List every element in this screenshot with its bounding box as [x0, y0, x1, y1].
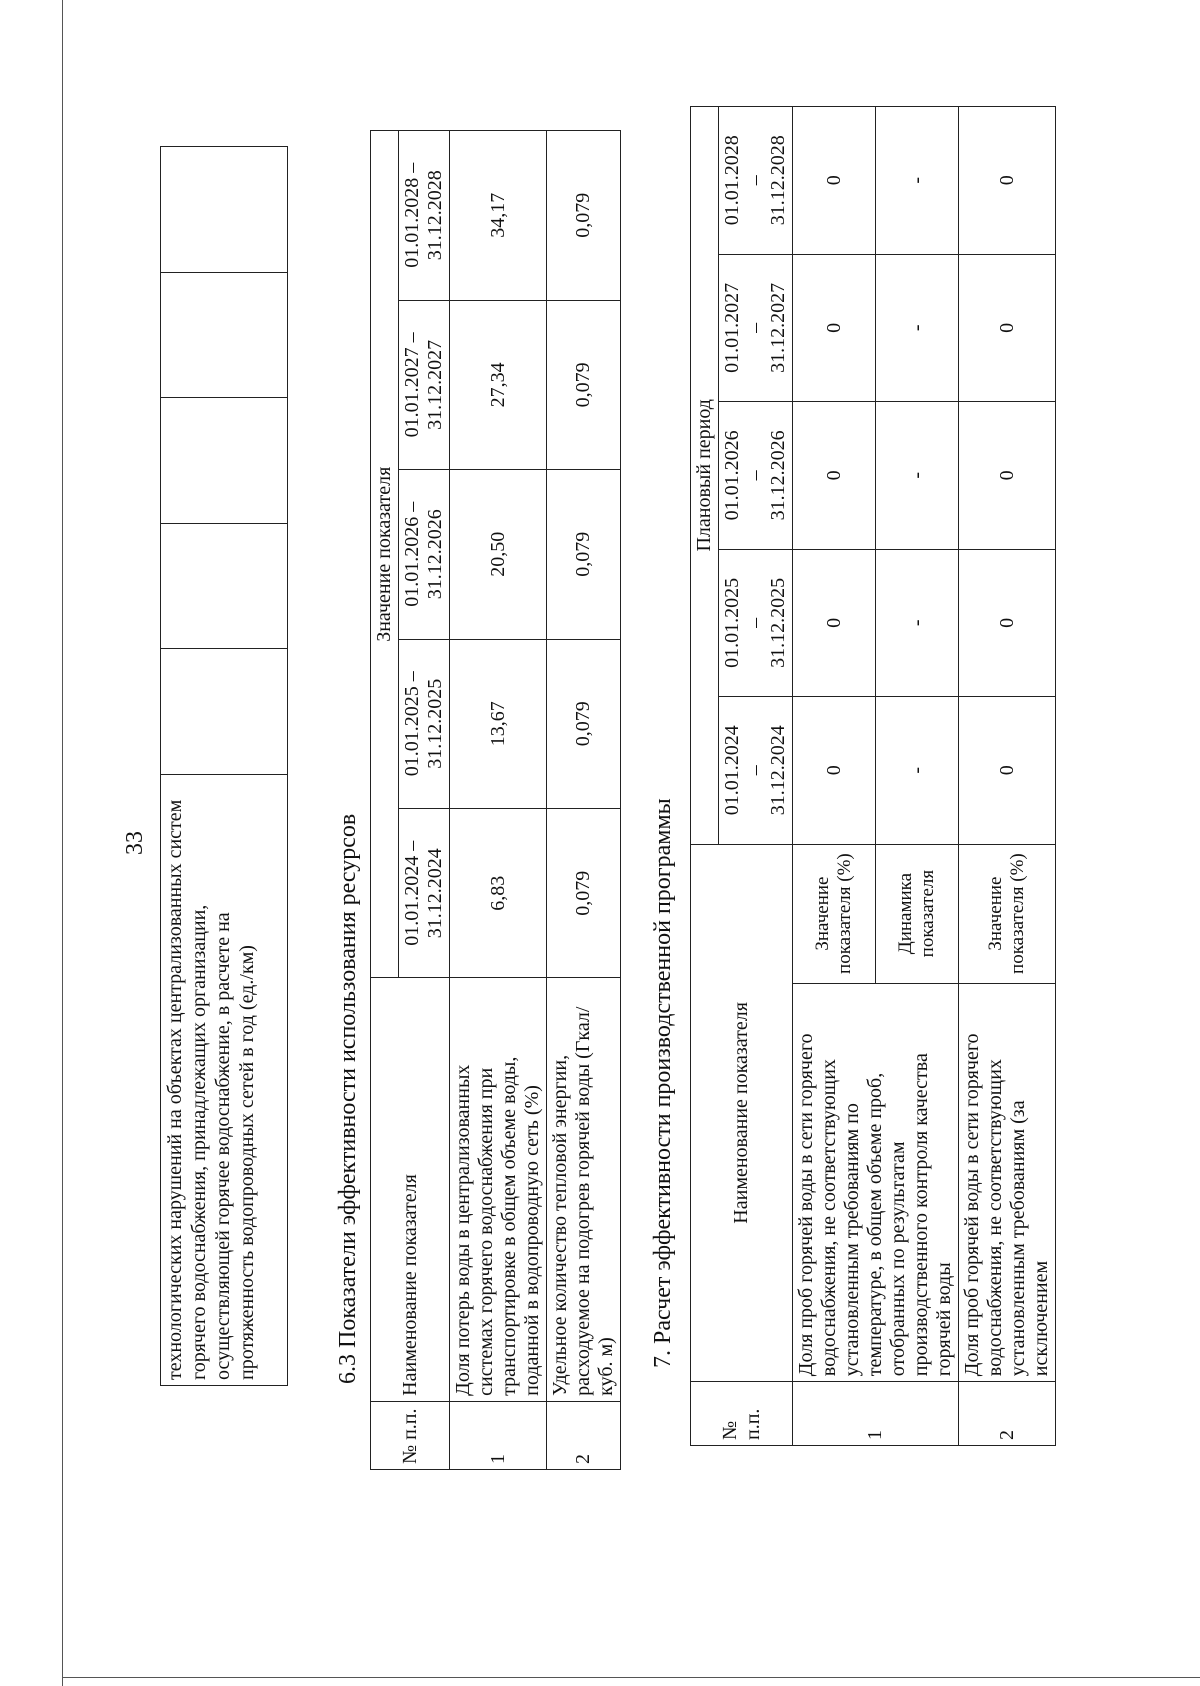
- sub-row-label: Значение показателя (%): [959, 844, 1056, 983]
- indicator-name: Доля проб горячей воды в сети горячего водоснабжения, не соответствующих установленным требованиям по температуре, в общем объеме проб, отобранных по результатам производственного контроля качества горячей воды: [793, 983, 959, 1382]
- indicator-value: -: [876, 107, 959, 255]
- carryover-value-cell: [161, 649, 288, 775]
- table-row: [450, 131, 547, 1470]
- table-header-row: [371, 131, 399, 1470]
- column-header-name: Наименование показателя: [691, 844, 793, 1382]
- column-group-header: Значение показателя: [371, 131, 399, 979]
- table-header-row: [691, 107, 719, 1446]
- column-header-number: № п.п.: [371, 1401, 450, 1469]
- period-header: 01.01.2027 – 31.12.2027: [399, 300, 450, 469]
- indicator-name: Удельное количество тепловой энергии, расходуемое на подогрев горячей воды (Гкал/куб. м): [547, 978, 621, 1401]
- indicator-value: 34,17: [450, 131, 547, 301]
- indicator-value: 0: [793, 697, 876, 844]
- indicator-value: -: [876, 254, 959, 401]
- indicator-value: 13,67: [450, 639, 547, 808]
- indicator-value: 0,079: [547, 300, 621, 469]
- table-row: [547, 131, 621, 1470]
- indicator-value: 0: [959, 254, 1056, 401]
- carryover-value-cell: [161, 398, 288, 524]
- table-row: [959, 107, 1056, 1446]
- carryover-table: [160, 146, 288, 1386]
- period-header: 01.01.2026 – 31.12.2026: [399, 470, 450, 639]
- page-number: 33: [122, 831, 148, 855]
- indicator-name: Доля потерь воды в централизованных системах горячего водоснабжения при транспортировке в общем объеме воды, поданной в водопроводную сеть (%): [450, 978, 547, 1401]
- carryover-value-cell: [161, 272, 288, 398]
- indicator-value: 0: [959, 107, 1056, 255]
- indicator-value: 0,079: [547, 131, 621, 301]
- period-header: 01.01.2025 – 31.12.2025: [719, 549, 793, 696]
- resource-efficiency-table: [370, 130, 621, 1470]
- carryover-value-cell: [161, 523, 288, 649]
- indicator-value: -: [876, 549, 959, 696]
- carryover-value-cell: [161, 147, 288, 273]
- period-header: 01.01.2027 – 31.12.2027: [719, 254, 793, 401]
- column-header-name: Наименование показателя: [371, 978, 450, 1401]
- indicator-value: -: [876, 402, 959, 549]
- indicator-value: 0: [959, 697, 1056, 844]
- period-header: 01.01.2024 – 31.12.2024: [399, 809, 450, 978]
- column-header-number: № п.п.: [691, 1382, 793, 1446]
- indicator-value: 0: [793, 402, 876, 549]
- row-number: 1: [450, 1401, 547, 1469]
- period-header: 01.01.2024 – 31.12.2024: [719, 697, 793, 844]
- table-row: [161, 147, 288, 1386]
- sub-row-label: Значение показателя (%): [793, 844, 876, 983]
- sub-row-label: Динамика показателя: [876, 844, 959, 983]
- indicator-value: 0,079: [547, 470, 621, 639]
- row-number: 1: [793, 1382, 959, 1446]
- indicator-value: 20,50: [450, 470, 547, 639]
- indicator-value: 27,34: [450, 300, 547, 469]
- section-heading-7: 7. Расчет эффективности производственной программы: [650, 798, 676, 1368]
- row-number: 2: [547, 1401, 621, 1469]
- indicator-value: 0: [959, 549, 1056, 696]
- indicator-value: 0: [793, 107, 876, 255]
- period-header: 01.01.2028 – 31.12.2028: [719, 107, 793, 255]
- production-program-table: [690, 106, 1056, 1446]
- indicator-value: 6,83: [450, 809, 547, 978]
- period-header: 01.01.2026 – 31.12.2026: [719, 402, 793, 549]
- row-number: 2: [959, 1382, 1056, 1446]
- carryover-indicator-name: технологических нарушений на объектах централизованных систем горячего водоснабжения, принадлежащих организации, осуществляющей горячее водоснабжение, в расчете на протяженность водопроводных сетей в год (ед./км): [161, 775, 288, 1386]
- period-header: 01.01.2028 – 31.12.2028: [399, 131, 450, 301]
- indicator-value: 0: [959, 402, 1056, 549]
- table-row: [793, 107, 876, 1446]
- indicator-value: -: [876, 697, 959, 844]
- indicator-value: 0,079: [547, 639, 621, 808]
- column-group-header: Плановый период: [691, 107, 719, 845]
- indicator-name: Доля проб горячей воды в сети горячего водоснабжения, не соответствующих установленным требованиям (за исключением: [959, 983, 1056, 1382]
- section-heading-6-3: 6.3 Показатели эффективности использования ресурсов: [335, 813, 361, 1384]
- indicator-value: 0: [793, 254, 876, 401]
- indicator-value: 0,079: [547, 809, 621, 978]
- period-header: 01.01.2025 – 31.12.2025: [399, 639, 450, 808]
- indicator-value: 0: [793, 549, 876, 696]
